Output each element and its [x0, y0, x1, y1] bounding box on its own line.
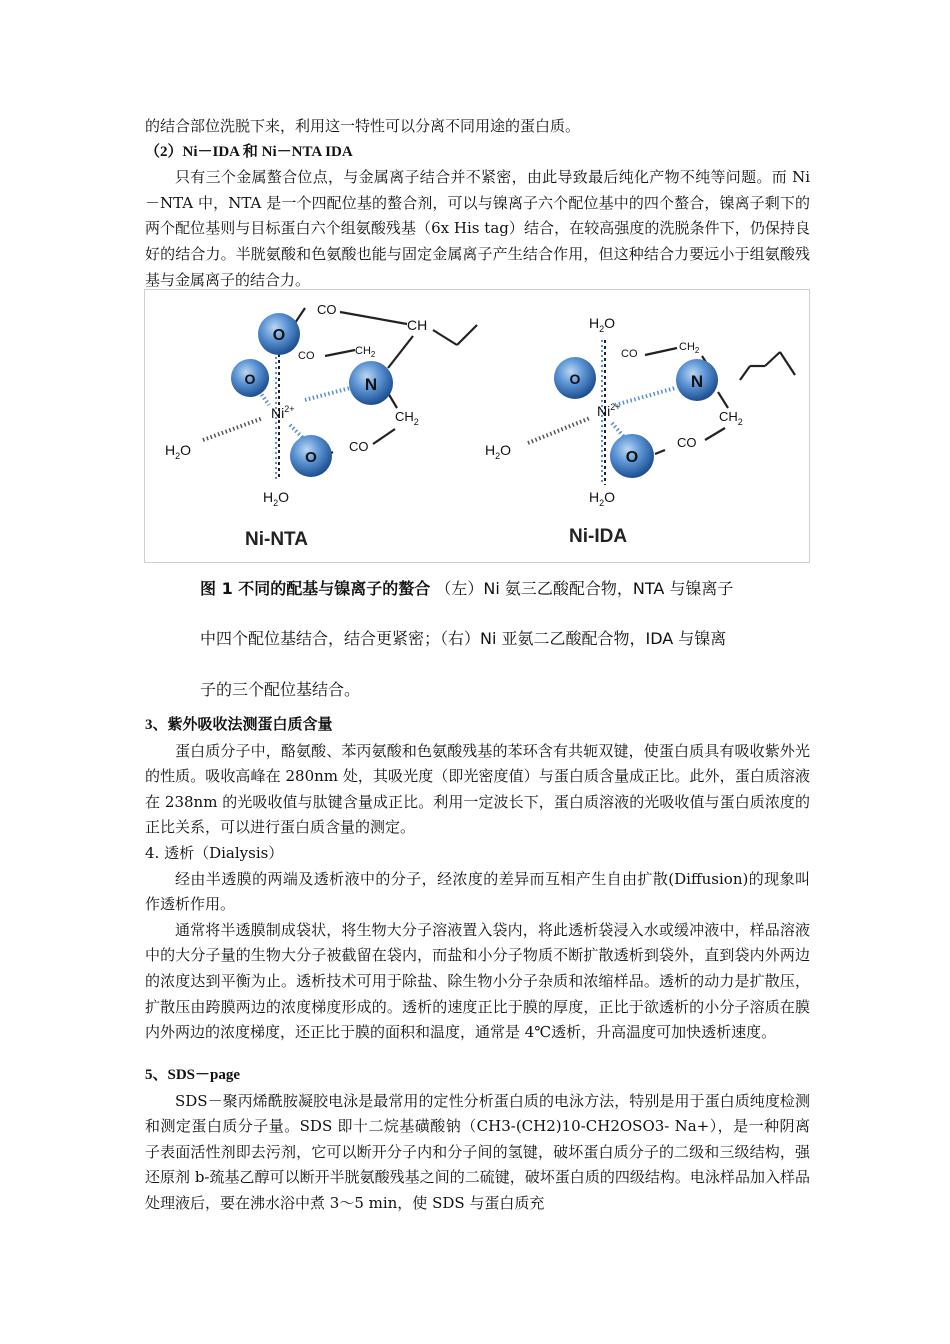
svg-text:CH2: $CH_2$ — [395, 409, 419, 427]
co-label: CO — [349, 439, 369, 454]
continuation-line: 的结合部位洗脱下来，利用这一特性可以分离不同用途的蛋白质。 — [145, 117, 581, 135]
section-3-paragraph: 蛋白质分子中，酪氨酸、苯丙氨酸和色氨酸残基的苯环含有共轭双键，使蛋白质具有吸收紫外光的性质。吸收高峰在 280nm 处，其吸光度（即光密度值）与蛋白质含量成正比。此外，蛋白质溶液在 238nm 的光吸收值与肽键含量成正比。利用一定波长下，蛋白质溶液的光吸收值与蛋白质浓度的正比关系，可以进行蛋白质含量的测定。 — [145, 741, 810, 837]
caption-title: 图 1 不同的配基与镍离子的螯合 — [200, 579, 431, 598]
section-5-paragraph: SDS－聚丙烯酰胺凝胶电泳是最常用的定性分析蛋白质的电泳方法，特别是用于蛋白质纯度检测和测定蛋白质分子量。SDS 即十二烷基磺酸钠（CH3-(CH2)10-CH2OSO3- Na+），是一种阴离子表面活性剂即去污剂，它可以断开分子内和分子间的氢键，破坏蛋白质分子的二级和三级结构，强还原剂 b-巯基乙醇可以断开半胱氨酸残基之间的二硫键，破坏蛋白质的四级结构。电泳样品加入样品处理液后，要在沸水浴中煮 3～5 min，使 SDS 与蛋白质充 — [145, 1091, 810, 1212]
ni-ida-label: Ni-IDA — [569, 526, 628, 547]
svg-text:H2O: $H_2O$ — [165, 442, 192, 461]
svg-text:Ni2+: $Ni^{2+}$ — [597, 402, 621, 419]
co-label: CO — [621, 348, 638, 360]
oxygen-label: O — [305, 449, 317, 466]
svg-text:Ni2+: $Ni^{2+}$ — [271, 404, 295, 421]
oxygen-label: O — [625, 449, 639, 466]
svg-text:CH2: $CH_2$ — [679, 341, 700, 355]
co-label: CO — [677, 435, 697, 450]
svg-text:H2O: $H_2O$ — [589, 315, 616, 334]
co-label: CO — [298, 350, 315, 362]
ni-nta-label: Ni-NTA — [245, 529, 308, 550]
nitrogen-label: N — [690, 372, 704, 391]
nitrogen-label: N — [364, 375, 378, 394]
caption-text-2: 中四个配位基结合，结合更紧密；（右）Ni 亚氨二乙酸配合物，IDA 与镍离 — [200, 629, 727, 648]
chelation-diagram — [145, 290, 809, 562]
svg-text:H2O: $H_2O$ — [485, 442, 512, 461]
section-5 — [145, 1063, 810, 1217]
ni-ida-structure — [485, 315, 795, 547]
svg-text:H2O: $H_2O$ — [589, 489, 616, 508]
chelation-figure — [144, 289, 810, 563]
oxygen-label: O — [569, 371, 581, 387]
co-label: CO — [317, 302, 337, 317]
section-4-heading: 4. 透析（Dialysis） — [145, 844, 284, 862]
section-4-paragraph-1: 经由半透膜的两端及透析液中的分子，经浓度的差异而互相产生自由扩散(Diffusion)的现象叫作透析作用。 — [145, 869, 810, 914]
top-section — [145, 114, 810, 293]
ni-ida-paragraph: 只有三个金属螯合位点，与金属离子结合并不紧密，由此导致最后纯化产物不纯等问题。而 Ni－NTA 中，NTA 是一个四配位基的螯合剂，可以与镍离子六个配位基中的四个螯合，镍离子剩下的两个配位基则与目标蛋白六个组氨酸残基（6x His tag）结合，在较高强度的洗脱条件下，仍保持良好的结合力。半胱氨酸和色氨酸也能与固定金属离子产生结合作用，但这种结合力要远小于组氨酸残基与金属离子的结合力。 — [145, 168, 810, 289]
section-4-paragraph-2: 通常将半透膜制成袋状，将生物大分子溶液置入袋内，将此透析袋浸入水或缓冲液中，样品溶液中的大分子量的生物大分子被截留在袋内，而盐和小分子物质不断扩散透析到袋外，直到袋内外两边的浓度达到平衡为止。透析技术可用于除盐、除生物小分子杂质和浓缩样品。透析的动力是扩散压，扩散压由跨膜两边的浓度梯度形成的。透析的速度正比于膜的厚度，正比于欲透析的小分子溶质在膜内外两边的浓度梯度，还正比于膜的面积和温度，通常是 4℃透析，升高温度可加快透析速度。 — [145, 920, 810, 1042]
svg-text:CH2: $CH_2$ — [719, 409, 743, 427]
svg-text:CH2: $CH_2$ — [355, 345, 376, 359]
oxygen-label: O — [244, 371, 256, 387]
section-5-heading: 5、SDS－page — [145, 1067, 241, 1083]
oxygen-label: O — [272, 327, 286, 344]
svg-text:H2O: $H_2O$ — [263, 489, 290, 508]
ni-nta-structure — [165, 302, 477, 550]
section-4 — [145, 841, 810, 1046]
caption-text-1: （左）Ni 氨三乙酸配合物，NTA 与镍离子 — [430, 579, 734, 598]
ch-label: CH — [407, 317, 428, 333]
section-3-heading: 3、紫外吸收法测蛋白质含量 — [145, 717, 333, 733]
section-heading-ni-ida: （2）Ni－IDA 和 Ni－NTA IDA — [145, 143, 353, 160]
caption-text-3: 子的三个配位基结合。 — [200, 680, 361, 699]
section-3 — [145, 713, 810, 841]
